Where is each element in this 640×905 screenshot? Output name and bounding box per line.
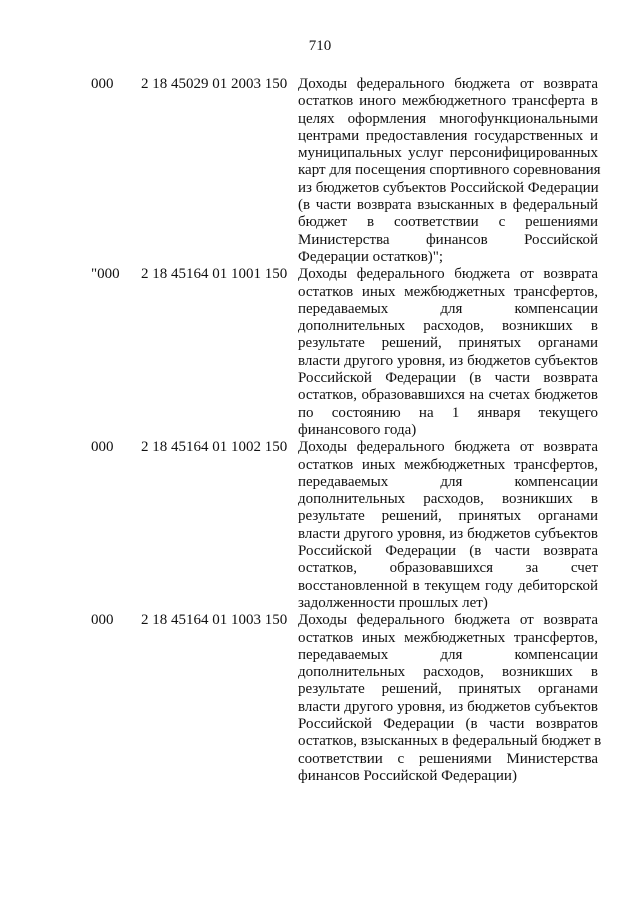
description-line: власти другого уровня, из бюджетов субъектов	[298, 698, 598, 715]
description-line: передаваемых для компенсации	[298, 473, 598, 490]
description-line: Министерства финансов Российской	[298, 231, 598, 248]
description-line: Доходы федерального бюджета от возврата	[298, 266, 598, 283]
admin-code: "000	[91, 266, 120, 283]
description-line: передаваемых для компенсации	[298, 646, 598, 663]
description-line: передаваемых для компенсации	[298, 300, 598, 317]
description-line: остатков, образовавшихся на счетах бюджетов	[298, 387, 598, 404]
description-line: финансового года)	[298, 421, 417, 438]
income-description	[298, 266, 598, 439]
description-line: результате решений, принятых органами	[298, 508, 598, 525]
description-line: Российской Федерации (в части возврата	[298, 543, 598, 560]
description-line: результате решений, принятых органами	[298, 335, 598, 352]
description-line: Федерации остатков)";	[298, 248, 444, 265]
description-line: остатков иных межбюджетных трансфертов,	[298, 283, 598, 300]
description-line: остатков иных межбюджетных трансфертов,	[298, 629, 598, 646]
description-line: остатков, взысканных в федеральный бюджет в	[298, 733, 602, 750]
income-description	[298, 76, 601, 266]
admin-code: 000	[91, 612, 114, 629]
table-row	[0, 266, 640, 439]
description-line: Российской Федерации (в части возвратов	[298, 715, 598, 732]
description-line: восстановленной в текущем году дебиторской	[298, 577, 598, 594]
income-description	[298, 612, 602, 785]
description-line: остатков иных межбюджетных трансфертов,	[298, 456, 598, 473]
table-row	[0, 612, 640, 785]
description-line: (в части возврата взысканных в федеральный	[298, 197, 598, 214]
page-number: 710	[308, 38, 332, 54]
description-line: задолженности прошлых лет)	[298, 594, 488, 611]
description-line: дополнительных расходов, возникших в	[298, 664, 598, 681]
description-line: результате решений, принятых органами	[298, 681, 598, 698]
description-line: остатков иного межбюджетного трансферта в	[298, 93, 598, 110]
description-line: Доходы федерального бюджета от возврата	[298, 76, 598, 92]
description-line: по состоянию на 1 января текущего	[298, 404, 598, 421]
description-line: Российской Федерации (в части возврата	[298, 370, 598, 387]
description-line: соответствии с решениями Министерства	[298, 750, 598, 767]
description-line: целях оформления многофункциональными	[298, 110, 598, 127]
description-line: Доходы федерального бюджета от возврата	[298, 439, 598, 456]
budget-code-table	[0, 76, 640, 785]
description-line: дополнительных расходов, возникших в	[298, 318, 598, 335]
budget-classification-code: 2 18 45164 01 1002 150	[141, 439, 288, 456]
table-row	[0, 76, 640, 266]
admin-code: 000	[91, 76, 114, 92]
description-line: остатков, образовавшихся за счет	[298, 560, 598, 577]
budget-classification-code: 2 18 45029 01 2003 150	[141, 76, 288, 92]
description-line: власти другого уровня, из бюджетов субъектов	[298, 352, 598, 369]
description-line: Доходы федерального бюджета от возврата	[298, 612, 598, 629]
description-line: бюджет в соответствии с решениями	[298, 214, 598, 231]
description-line: финансов Российской Федерации)	[298, 767, 517, 784]
table-row	[0, 439, 640, 612]
description-line: дополнительных расходов, возникших в	[298, 491, 598, 508]
description-line: муниципальных услуг персонифицированных	[298, 145, 598, 162]
description-line: карт для посещения спортивного соревнования	[298, 162, 601, 179]
income-description	[298, 439, 598, 612]
description-line: центрами предоставления государственных и	[298, 127, 598, 144]
budget-classification-code: 2 18 45164 01 1003 150	[141, 612, 288, 629]
description-line: власти другого уровня, из бюджетов субъектов	[298, 525, 598, 542]
description-line: из бюджетов субъектов Российской Федерации	[298, 179, 599, 196]
budget-classification-code: 2 18 45164 01 1001 150	[141, 266, 288, 283]
admin-code: 000	[91, 439, 114, 456]
